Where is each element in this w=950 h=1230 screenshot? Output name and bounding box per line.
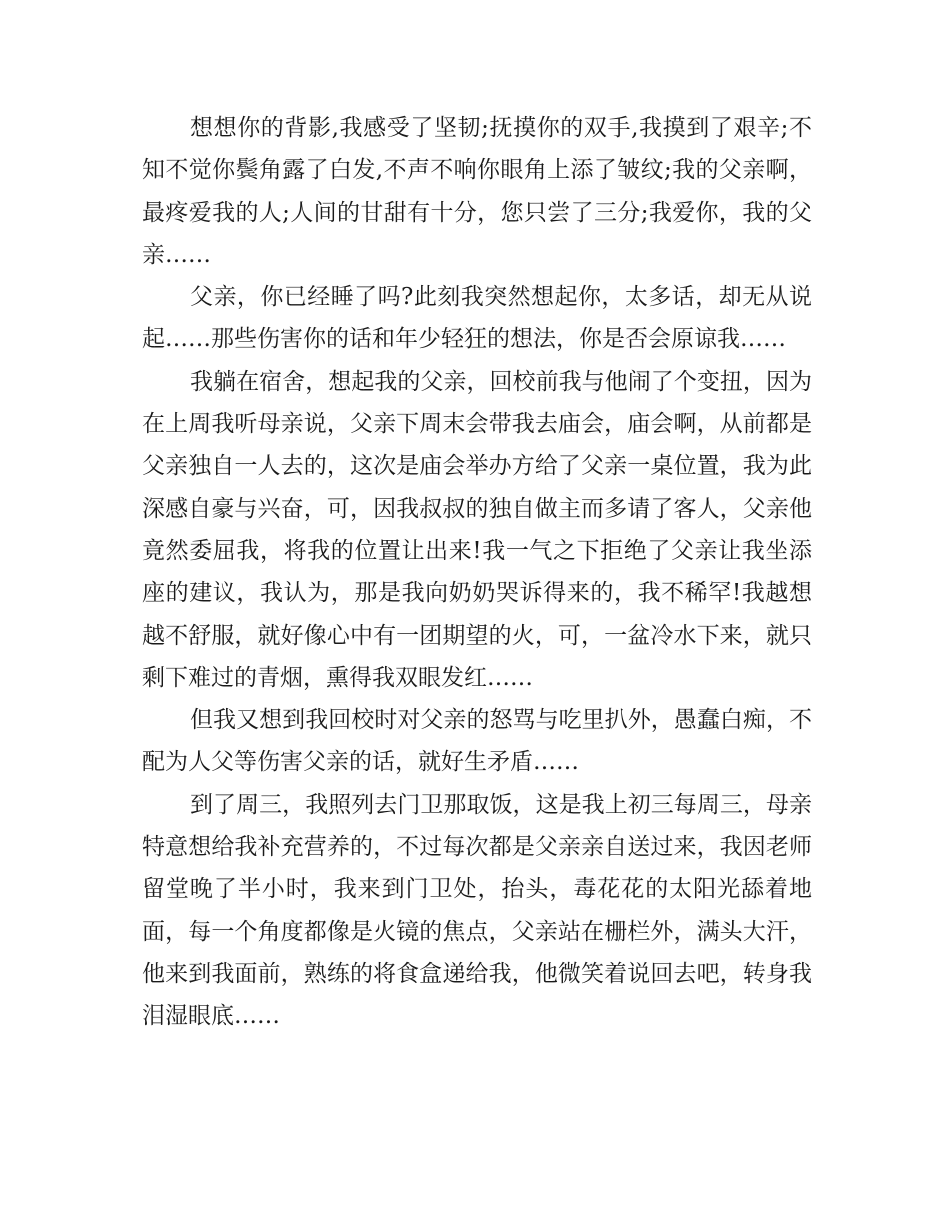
paragraph-5: 到了周三，我照列去门卫那取饭，这是我上初三每周三，母亲特意想给我补充营养的，不过每次都是父亲亲自送过来，我因老师留堂晚了半小时，我来到门卫处，抬头，毒花花的太阳光舔着地面，每一个角度都像是火镜的焦点，父亲站在栅栏外，满头大汗，他来到我面前，熟练的将食盒递给我，他微笑着说回去吧，转身我泪湿眼底……	[142, 791, 812, 1030]
paragraph-4: 但我又想到我回校时对父亲的怒骂与吃里扒外，愚蠢白痴，不配为人父等伤害父亲的话，就好生矛盾……	[142, 707, 812, 776]
document-body	[142, 107, 812, 1038]
paragraph-3: 我躺在宿舍，想起我的父亲，回校前我与他闹了个变扭，因为在上周我听母亲说，父亲下周末会带我去庙会，庙会啊，从前都是父亲独自一人去的，这次是庙会举办方给了父亲一桌位置，我为此深感自豪与兴奋，可，因我叔叔的独自做主而多请了客人，父亲他竟然委屈我，将我的位置让出来!我一气之下拒绝了父亲让我坐添座的建议，我认为，那是我向奶奶哭诉得来的，我不稀罕!我越想越不舒服，就好像心中有一团期望的火，可，一盆冷水下来，就只剩下难过的青烟，熏得我双眼发红……	[142, 368, 812, 691]
paragraph-1: 想想你的背影,我感受了坚韧;抚摸你的双手,我摸到了艰辛;不知不觉你鬓角露了白发,不声不响你眼角上添了皱纹;我的父亲啊，最疼爱我的人;人间的甘甜有十分，您只尝了三分;我爱你，我的父亲……	[142, 115, 812, 268]
paragraph-2: 父亲，你已经睡了吗?此刻我突然想起你，太多话，却无从说起……那些伤害你的话和年少轻狂的想法，你是否会原谅我……	[142, 284, 812, 353]
